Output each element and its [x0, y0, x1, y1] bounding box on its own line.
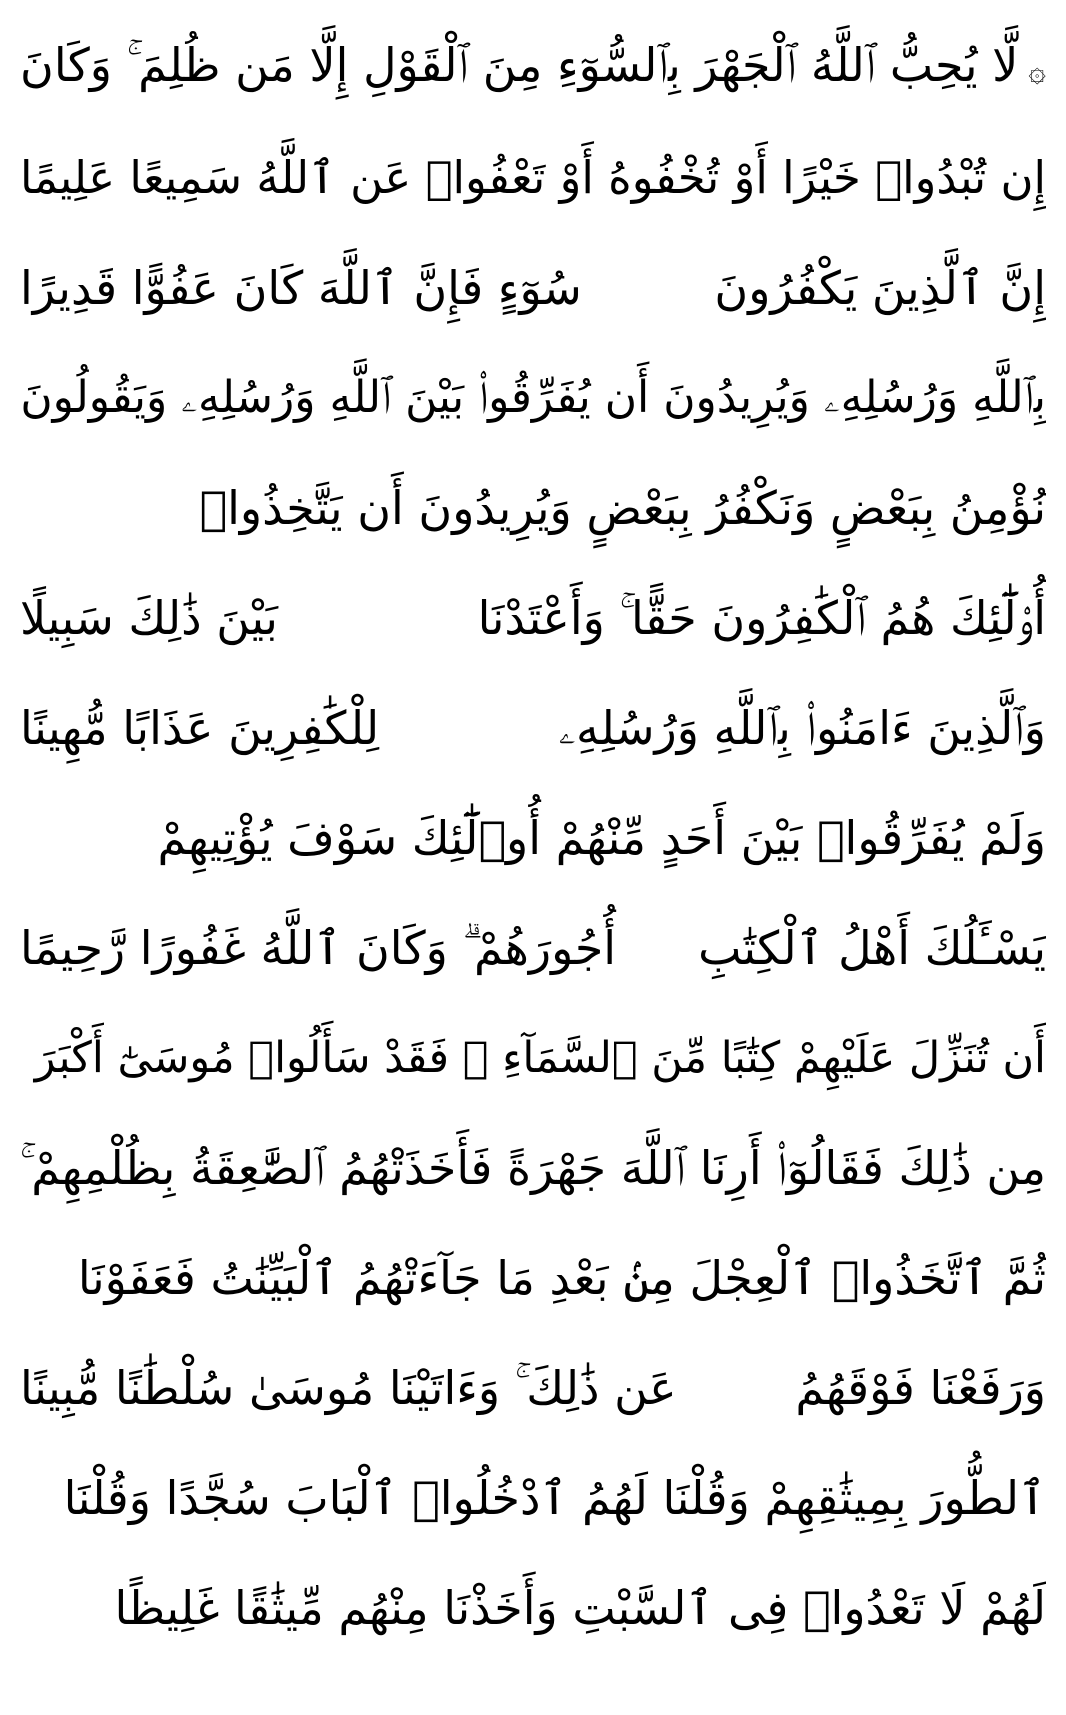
text-line-4 [20, 346, 1046, 450]
text-line-12 [20, 1226, 1046, 1330]
text-line-5 [20, 456, 1046, 560]
line-6-text-a: بَيْنَ ذَٰلِكَ سَبِيلًا [20, 591, 278, 645]
text-line-1 [20, 16, 1046, 120]
line-14-text: ٱلطُّورَ بِمِيثَٰقِهِمْ وَقُلْنَا لَهُمُ ٱدْخُلُوا۟ ٱلْبَابَ سُجَّدًا وَقُلْنَا [63, 1471, 1046, 1525]
line-1-text: ۞لَّا يُحِبُّ ٱللَّهُ ٱلْجَهْرَ بِٱلسُّوٓءِ مِنَ ٱلْقَوْلِ إِلَّا مَن ظُلِمَ ۚ وَكَانَ [20, 16, 1046, 120]
line-3-text-b: إِنَّ ٱلَّذِينَ يَكْفُرُونَ [714, 261, 1046, 315]
text-line-6 [20, 566, 1046, 670]
text-line-7 [20, 676, 1046, 780]
line-4-text: بِٱللَّهِ وَرُسُلِهِۦ وَيُرِيدُونَ أَن يُفَرِّقُوا۟ بَيْنَ ٱللَّهِ وَرُسُلِهِۦ وَيَقُولُونَ [20, 372, 1046, 423]
line-6-text-b: أُو۟لَٰٓئِكَ هُمُ ٱلْكَٰفِرُونَ حَقًّا ۚ وَأَعْتَدْنَا [477, 591, 1046, 645]
text-line-10 [20, 1006, 1046, 1110]
line-7-text-b: وَٱلَّذِينَ ءَامَنُوا۟ بِٱللَّهِ وَرُسُلِهِۦ [558, 701, 1046, 755]
line-2-text-a: ٱللَّهُ سَمِيعًا عَلِيمًا [20, 151, 336, 204]
line-5-text: نُؤْمِنُ بِبَعْضٍ وَنَكْفُرُ بِبَعْضٍ وَيُرِيدُونَ أَن يَتَّخِذُوا۟ [199, 481, 1046, 535]
text-line-13 [20, 1336, 1046, 1440]
text-line-11 [20, 1116, 1046, 1220]
text-line-14 [20, 1446, 1046, 1550]
line-12-text: ثُمَّ ٱتَّخَذُوا۟ ٱلْعِجْلَ مِنۢ بَعْدِ مَا جَآءَتْهُمُ ٱلْبَيِّنَٰتُ فَعَفَوْنَا [77, 1251, 1046, 1305]
line-9-text-a: أُجُورَهُمْ ۗ وَكَانَ ٱللَّهُ غَفُورًا رَّحِيمًا [20, 921, 617, 975]
text-line-2 [20, 126, 1046, 230]
text-line-3 [20, 236, 1046, 340]
line-3-text-a: سُوٓءٍ فَإِنَّ ٱللَّهَ كَانَ عَفُوًّا قَدِيرًا [20, 261, 582, 315]
rub-el-hizb-marker: ۞ [1028, 53, 1046, 89]
text-line-9 [20, 896, 1046, 1000]
line-15-text: لَهُمْ لَا تَعْدُوا۟ فِى ٱلسَّبْتِ وَأَخَذْنَا مِنْهُم مِّيثَٰقًا غَلِيظًا [114, 1581, 1046, 1635]
line-9-text-b: يَسْـَٔلُكَ أَهْلُ ٱلْكِتَٰبِ [698, 921, 1046, 975]
line-13-text-a: عَن ذَٰلِكَ ۚ وَءَاتَيْنَا مُوسَىٰ سُلْطَٰنًا مُّبِينًا [20, 1361, 677, 1415]
text-line-8 [20, 786, 1046, 890]
line-13-text-b: وَرَفَعْنَا فَوْقَهُمُ [795, 1361, 1046, 1415]
line-8-text: وَلَمْ يُفَرِّقُوا۟ بَيْنَ أَحَدٍ مِّنْهُمْ أُو۟لَٰٓئِكَ سَوْفَ يُؤْتِيهِمْ [157, 811, 1046, 865]
text-line-15 [20, 1556, 1046, 1660]
line-2-text-b: إِن تُبْدُوا۟ خَيْرًا أَوْ تُخْفُوهُ أَوْ تَعْفُوا۟ عَن [350, 151, 1046, 204]
line-7-text-a: لِلْكَٰفِرِينَ عَذَابًا مُّهِينًا [20, 701, 380, 755]
line-11-text: مِن ذَٰلِكَ فَقَالُوٓا۟ أَرِنَا ٱللَّهَ جَهْرَةً فَأَخَذَتْهُمُ ٱلصَّٰعِقَةُ بِظُلْمِهِمْ ۚ [20, 1141, 1046, 1195]
line-10-text: أَن تُنَزِّلَ عَلَيْهِمْ كِتَٰبًا مِّنَ ٱلسَّمَآءِ ۚ فَقَدْ سَأَلُوا۟ مُوسَىٰٓ أَكْبَرَ [34, 1033, 1046, 1083]
